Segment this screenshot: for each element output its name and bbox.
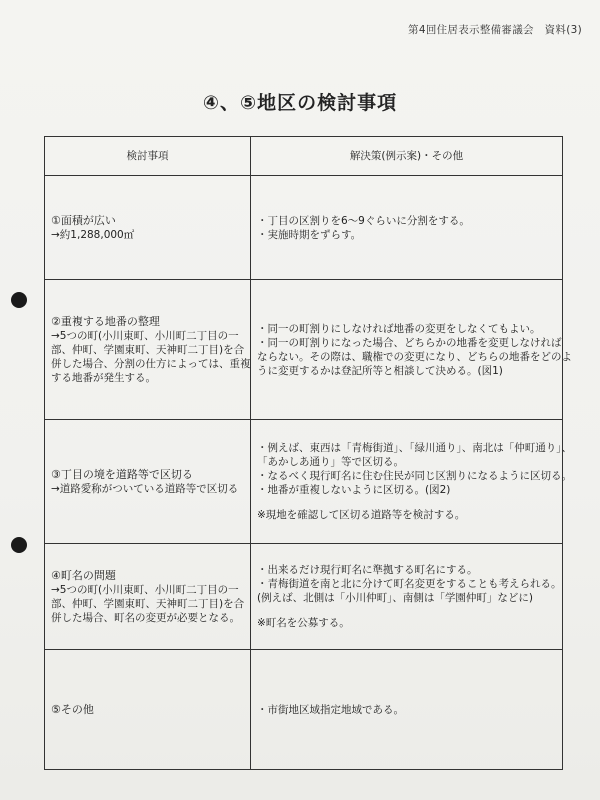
issue-line: 部、仲町、学園東町、天神町二丁目)を合 [51,597,245,610]
column-header-issue: 検討事項 [45,137,251,176]
solution-cell [251,280,572,420]
issue-cell [45,650,251,770]
issue-line: ④町名の問題 [51,568,116,582]
issue-line: 部、仲町、学園東町、天神町二丁目)を合 [51,343,245,356]
issue-line: 併した場合、町名の変更が必要となる。 [51,611,240,624]
issue-cell [45,420,251,544]
column-header-solution: 解決策(例示案)・その他 [251,137,563,176]
issue-line: ②重複する地番の整理 [51,314,160,328]
solution-line: (例えば、北側は「小川仲町」、南側は「学園仲町」などに) [257,592,533,604]
solution-note: ※町名を公募する。 [257,617,350,629]
issue-line: →道路愛称がついている道路等で区切る [51,482,239,495]
issue-line: 併した場合、分割の仕方によっては、重複 [51,357,251,370]
punch-hole [11,292,27,308]
solution-line: ・例えば、東西は「青梅街道」、「緑川通り」、南北は「仲町通り」、 [257,442,572,454]
solution-line: ・出来るだけ現行町名に準拠する町名にする。 [257,564,478,576]
issue-line: ⑤その他 [51,702,94,716]
punch-hole [11,537,27,553]
solution-cell [251,176,563,280]
issue-cell [45,544,251,650]
table-row [45,650,563,770]
document-reference: 第4回住居表示整備審議会 資料(3) [408,24,582,36]
solution-cell [251,420,572,544]
solution-line: ・同一の町割りにしなければ地番の変更をしなくてもよい。 [257,322,541,335]
issue-line: →約1,288,000㎡ [51,228,135,241]
solution-line: ならない。その際は、職権での変更になり、どちらの地番をどのよ [257,350,572,363]
solution-line: ・地番が重複しないように区切る。(図2) [257,484,451,496]
issue-line: ①面積が広い [51,213,116,227]
solution-line: ・市街地区域指定地域である。 [257,703,404,716]
issue-line: ③丁目の境を道路等で区切る [51,467,193,481]
solution-line: ・なるべく現行町名に住む住民が同じ区割りになるように区切る。 [257,470,572,482]
solution-note: ※現地を確認して区切る道路等を検討する。 [257,509,466,521]
solution-cell [251,544,563,650]
review-items-table [44,136,572,770]
issue-line: →5つの町(小川東町、小川町二丁目の一 [51,583,239,596]
table-header-row [45,137,563,176]
solution-line: ・同一の町割りになった場合、どちらかの地番を変更しなければ [257,336,562,349]
solution-line: 「あかしあ通り」等で区切る。 [257,456,404,468]
table-row [45,420,563,544]
page-title: ④、⑤地区の検討事項 [202,92,398,114]
spacer [257,497,556,508]
issue-line: →5つの町(小川東町、小川町二丁目の一 [51,329,239,342]
table-row [45,176,563,280]
spacer [257,605,556,616]
solution-line: ・青梅街道を南と北に分けて町名変更をすることも考えられる。 [257,578,562,590]
table-row [45,544,563,650]
issue-line: する地番が発生する。 [51,371,156,384]
solution-line: ・実施時期をずらす。 [257,228,362,241]
solution-cell [251,650,563,770]
solution-line: うに変更するかは登記所等と相談して決める。(図1) [257,364,503,377]
solution-line: ・丁目の区割りを6〜9ぐらいに分割をする。 [257,214,470,227]
table-row [45,280,563,420]
issue-cell [45,280,251,420]
issue-cell [45,176,251,280]
